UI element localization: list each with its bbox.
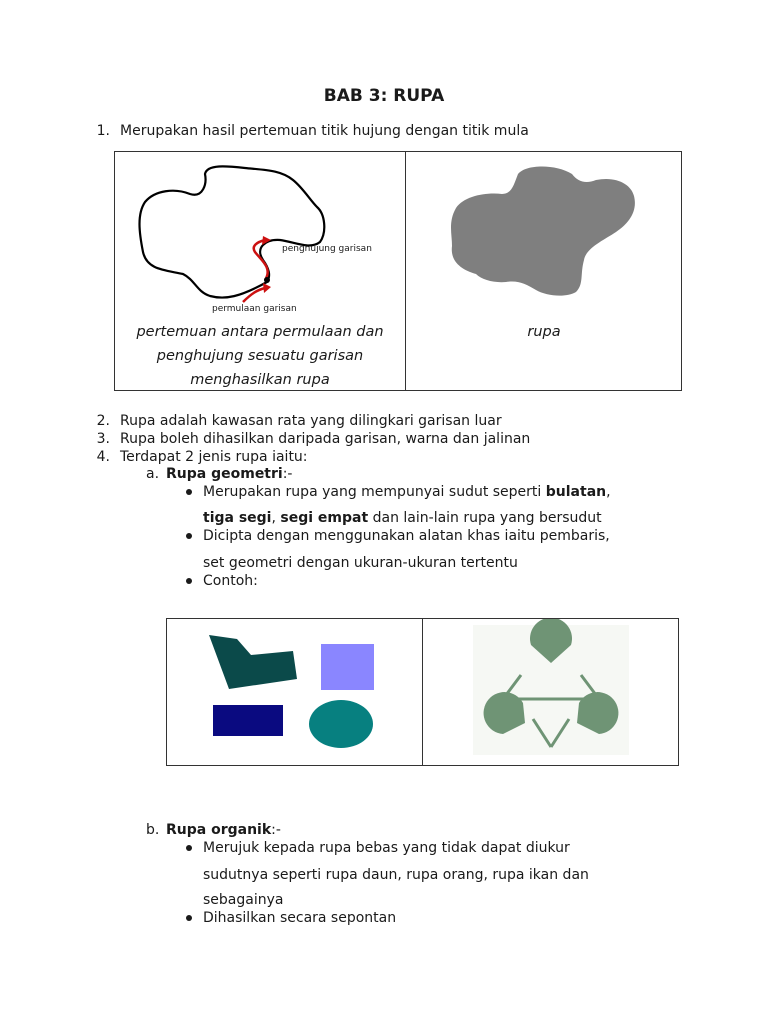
list-number-3: 3. (96, 431, 110, 447)
kanizsa-triangle-illustration (423, 619, 678, 765)
section-b-bullet-2: Dihasilkan secara sepontan (203, 910, 397, 926)
end-arrow-head (262, 236, 271, 245)
section-b-bullet-1-line-2: sudutnya seperti rupa daun, rupa orang, rupa ikan dan (203, 867, 589, 883)
section-b-bullet-1-line-1: Merujuk kepada rupa bebas yang tidak dapat diukur (203, 840, 570, 856)
filled-rupa-blob (451, 167, 635, 296)
list-item-3-text: Rupa boleh dihasilkan daripada garisan, warna dan jalinan (120, 431, 531, 447)
gray-shape-illustration (406, 152, 682, 322)
b1-post: , (606, 484, 611, 500)
geometric-examples-table (166, 618, 679, 766)
end-arrow (254, 240, 268, 280)
section-b-heading (166, 821, 281, 839)
section-a-bullet-2-line-2: set geometri dengan ukuran-ukuran tertentu (203, 555, 518, 571)
list-number-4: 4. (96, 449, 110, 465)
list-number-2: 2. (96, 413, 110, 429)
section-a-bullet-1-line-2 (203, 509, 602, 527)
bullet-dot (186, 578, 192, 584)
dark-teal-polygon (209, 635, 297, 689)
caption-left-line-1: pertemuan antara permulaan dan (136, 324, 384, 340)
b1-bold-3: segi empat (280, 510, 369, 526)
section-b-bullet-1-line-3: sebagainya (203, 892, 284, 908)
list-item-4-text: Terdapat 2 jenis rupa iaitu: (120, 449, 308, 465)
caption-left-line-3: menghasilkan rupa (190, 372, 330, 388)
caption-right: rupa (527, 324, 561, 340)
list-number-1: 1. (96, 123, 110, 139)
section-a-suffix: :- (282, 466, 293, 482)
label-permulaan-garisan: permulaan garisan (212, 304, 297, 314)
closed-line-outline (140, 166, 325, 297)
section-a-bullet-2-line-1: Dicipta dengan menggunakan alatan khas iaitu pembaris, (203, 528, 610, 544)
caption-left-line-2: penghujung sesuatu garisan (156, 348, 364, 364)
navy-rectangle (213, 705, 283, 736)
b1-sep: , (271, 510, 281, 526)
bullet-dot (186, 915, 192, 921)
start-arrow (243, 288, 265, 302)
section-a-heading (166, 465, 292, 483)
bullet-dot (186, 845, 192, 851)
section-b-heading-bold: Rupa organik (166, 822, 272, 838)
b1-post-2: dan lain-lain rupa yang bersudut (368, 510, 602, 526)
bullet-dot (186, 489, 192, 495)
bullet-dot (186, 533, 192, 539)
start-arrow-head (263, 283, 271, 293)
teal-ellipse (309, 700, 373, 748)
geometric-shapes-illustration (167, 619, 422, 765)
lavender-square (321, 644, 374, 690)
section-a-letter: a. (146, 466, 160, 482)
section-b-suffix: :- (271, 822, 281, 838)
b1-bold: bulatan (545, 484, 607, 500)
b1-text: Merupakan rupa yang mempunyai sudut seperti (203, 484, 546, 500)
page-title: BAB 3: RUPA (323, 86, 445, 106)
caption-left (115, 320, 405, 392)
illustration-table-1 (114, 151, 682, 391)
section-a-heading-bold: Rupa geometri (166, 466, 283, 482)
list-item-2-text: Rupa adalah kawasan rata yang dilingkari garisan luar (120, 413, 502, 429)
line-shape-illustration (115, 152, 405, 322)
b1-bold-2: tiga segi (203, 510, 272, 526)
label-penghujung-garisan: penghujung garisan (282, 244, 372, 254)
section-a-bullet-3: Contoh: (203, 573, 258, 589)
list-item-1-text: Merupakan hasil pertemuan titik hujung dengan titik mula (120, 123, 529, 139)
section-a-bullet-1-line-1 (203, 483, 611, 501)
section-b-letter: b. (146, 822, 160, 838)
meeting-point (264, 277, 270, 283)
